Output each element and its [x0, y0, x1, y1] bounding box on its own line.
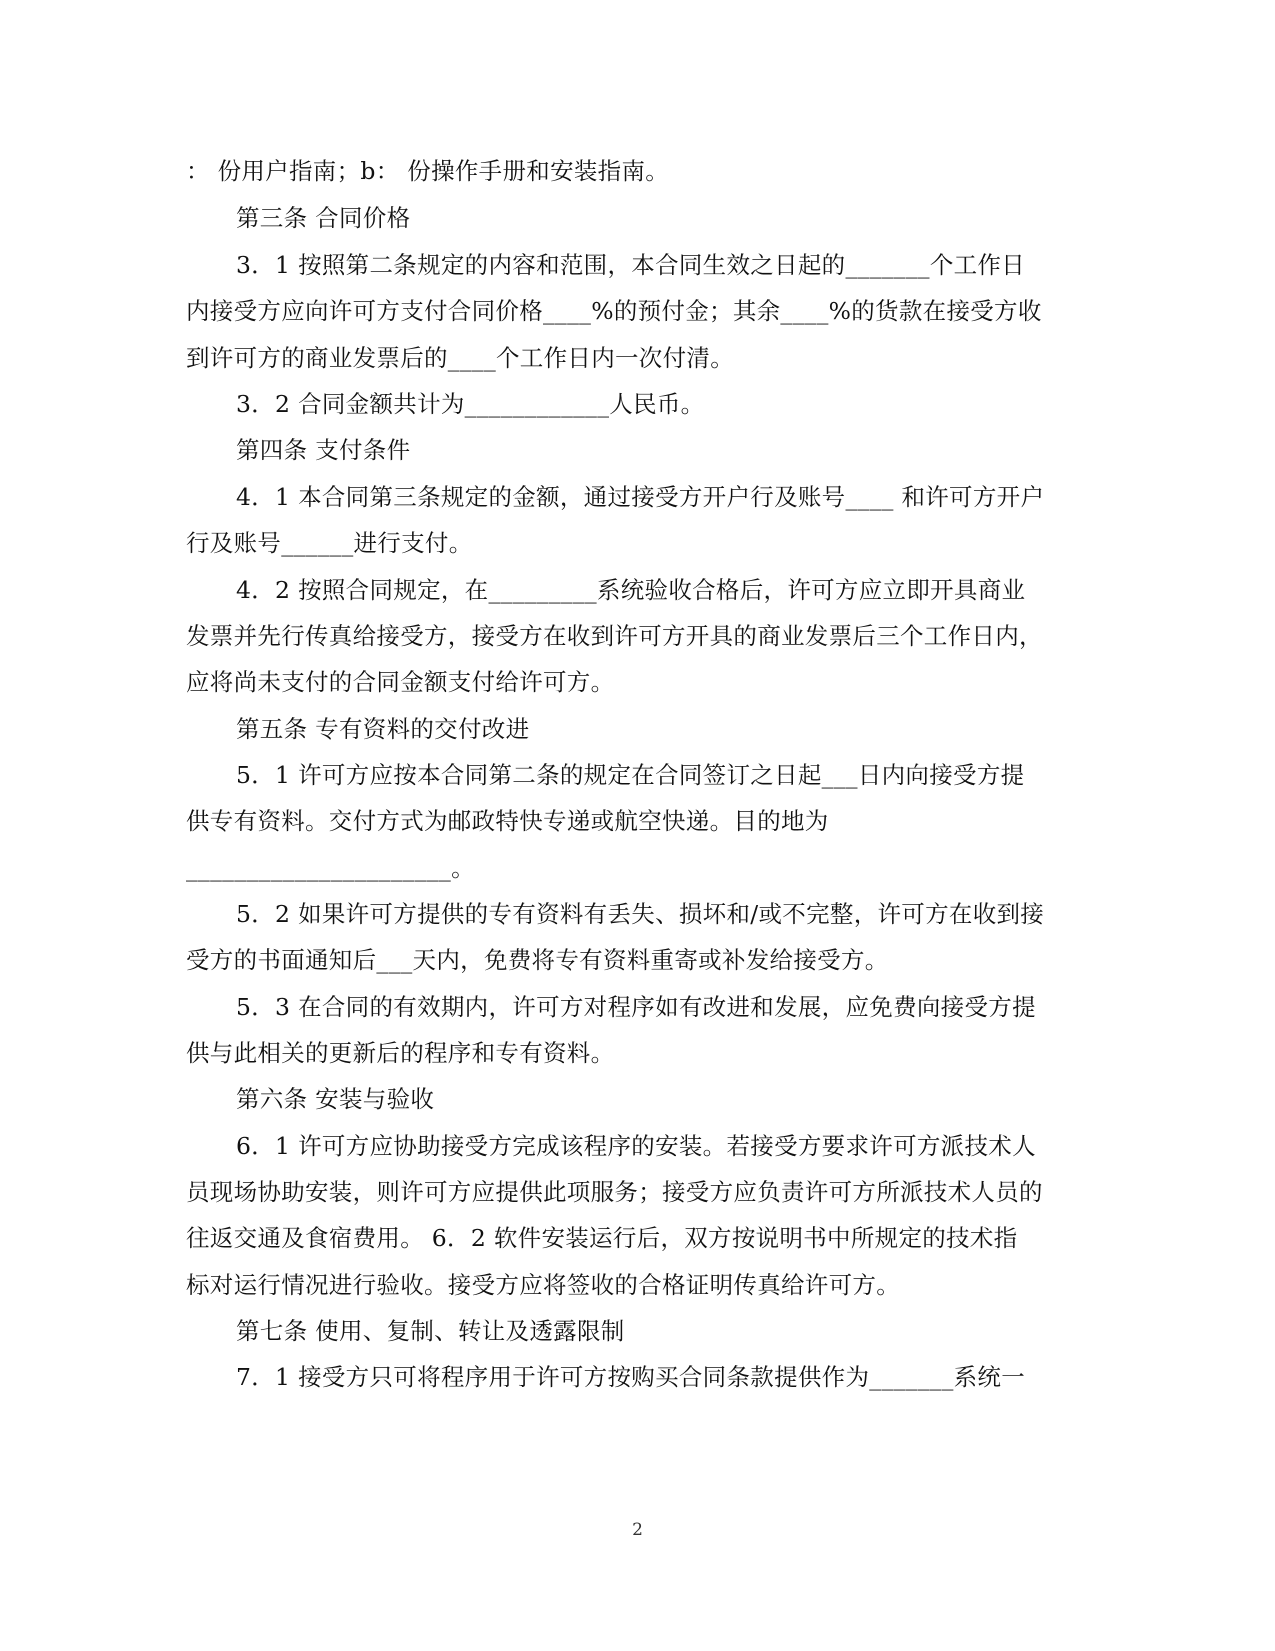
text-line-10: 4．2 按照合同规定，在_________系统验收合格后，许可方应立即开具商业 [236, 576, 1026, 604]
text-line-1: ： 份用户指南；b： 份操作手册和安装指南。 [186, 157, 670, 185]
text-line-15: 供专有资料。交付方式为邮政特快专递或航空快递。目的地为 [186, 807, 829, 835]
text-line-5: 到许可方的商业发票后的____个工作日内一次付清。 [186, 344, 734, 372]
text-line-27: 7．1 接受方只可将程序用于许可方按购买合同条款提供作为_______系统一 [236, 1363, 1026, 1391]
section-heading-7: 第七条 使用、复制、转让及透露限制 [236, 1317, 625, 1345]
text-line-17: 5．2 如果许可方提供的专有资料有丢失、损坏和/或不完整，许可方在收到接 [236, 900, 1045, 928]
text-line-23: 员现场协助安装，则许可方应提供此项服务；接受方应负责许可方所派技术人员的 [186, 1178, 1043, 1206]
text-line-18: 受方的书面通知后___天内，免费将专有资料重寄或补发给接受方。 [186, 946, 889, 974]
text-line-20: 供与此相关的更新后的程序和专有资料。 [186, 1039, 615, 1067]
text-line-16: ______________________。 [186, 854, 475, 882]
text-line-22: 6．1 许可方应协助接受方完成该程序的安装。若接受方要求许可方派技术人 [236, 1132, 1036, 1160]
section-heading-3: 第三条 合同价格 [236, 204, 411, 232]
text-line-14: 5．1 许可方应按本合同第二条的规定在合同签订之日起___日内向接受方提 [236, 761, 1025, 789]
page-number: 2 [632, 1520, 643, 1540]
text-line-25: 标对运行情况进行验收。接受方应将签收的合格证明传真给许可方。 [186, 1271, 900, 1299]
section-heading-6: 第六条 安装与验收 [236, 1085, 435, 1113]
text-line-24: 往返交通及食宿费用。 6．2 软件安装运行后，双方按说明书中所规定的技术指 [186, 1224, 1018, 1252]
section-heading-5: 第五条 专有资料的交付改进 [236, 715, 530, 743]
text-line-9: 行及账号______进行支付。 [186, 529, 473, 557]
text-line-19: 5．3 在合同的有效期内，许可方对程序如有改进和发展，应免费向接受方提 [236, 993, 1036, 1021]
text-line-4: 内接受方应向许可方支付合同价格____%的预付金；其余____%的货款在接受方收 [186, 297, 1042, 325]
text-line-3: 3．1 按照第二条规定的内容和范围，本合同生效之日起的_______个工作日 [236, 251, 1026, 279]
text-line-8: 4．1 本合同第三条规定的金额，通过接受方开户行及账号____ 和许可方开户 [236, 483, 1045, 511]
text-line-12: 应将尚未支付的合同金额支付给许可方。 [186, 668, 615, 696]
text-line-6: 3．2 合同金额共计为____________人民币。 [236, 390, 705, 418]
text-line-11: 发票并先行传真给接受方，接受方在收到许可方开具的商业发票后三个工作日内， [186, 622, 1043, 650]
section-heading-4: 第四条 支付条件 [236, 436, 411, 464]
